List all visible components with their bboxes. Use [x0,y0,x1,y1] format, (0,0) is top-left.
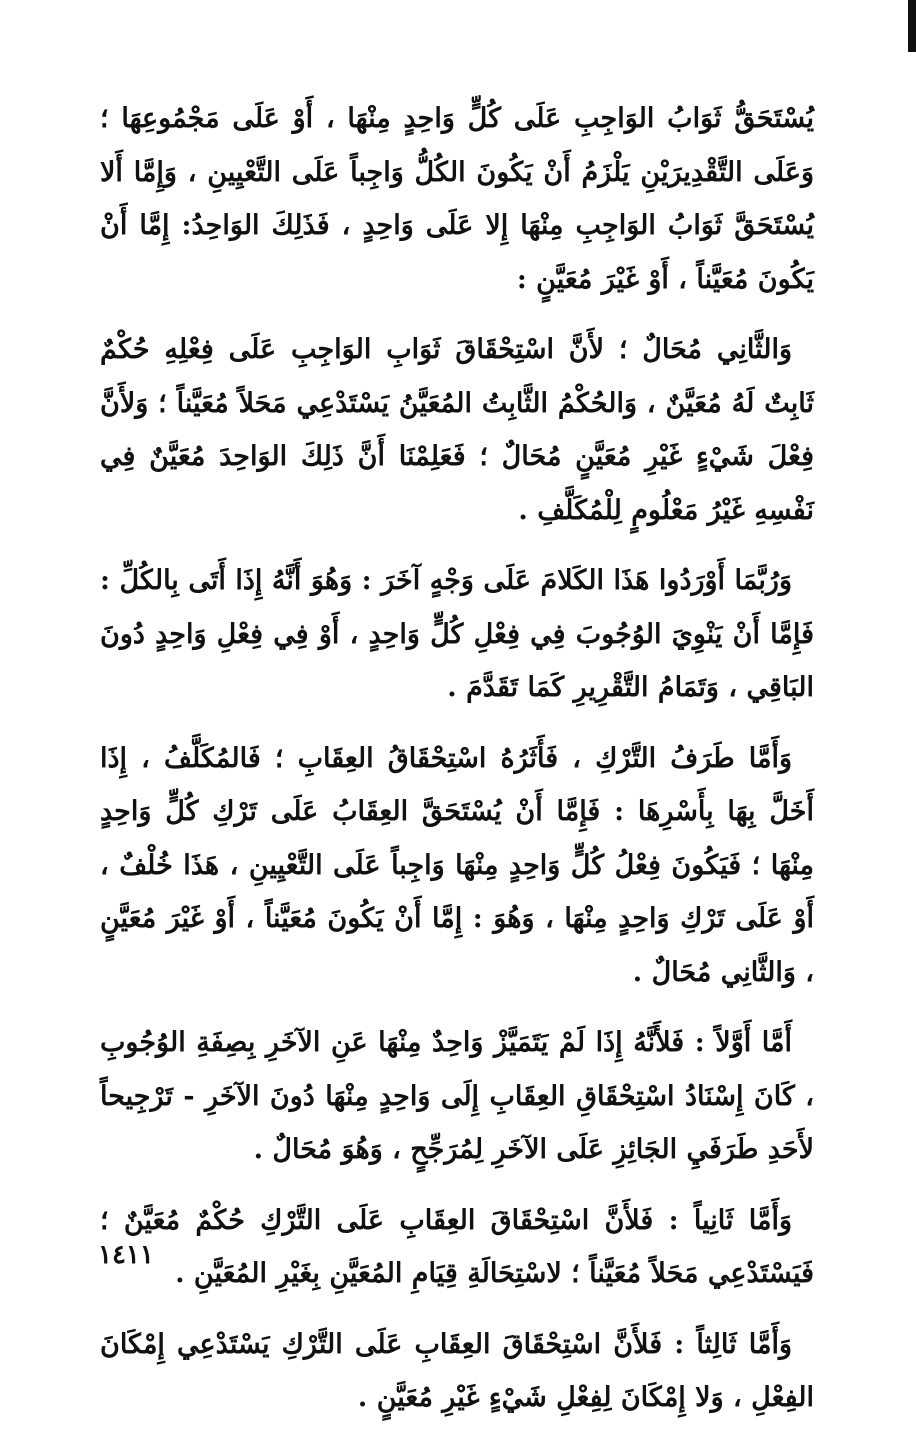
page-number: ١٤١١ [98,1240,154,1270]
paragraph-5: أَمَّا أَوَّلاً : فَلأَنَّهُ إِذَا لَمْ يَتَمَيَّزْ وَاحِدٌ مِنْهَا عَنِ الآخَرِ بِصِفَةِ الوُجُوبِ ، كَانَ إِسْنَادُ اسْتِحْقَاقِ العِقَابِ إِلَى وَاحِدٍ مِنْهَا دُونَ الآخَرِ - تَرْجِيحاً لأَحَدِ طَرَفَيِ الجَائِزِ عَلَى الآخَرِ لِمُرَجِّحٍ ، وَهُوَ مُحَالٌ . [100,1027,814,1165]
scan-edge-mark [908,0,916,52]
body-text [100,92,814,1442]
paragraph-4: وَأَمَّا طَرَفُ التَّرْكِ ، فَأَثَرُهُ اسْتِحْقَاقُ العِقَابِ ؛ فَالمُكَلَّفُ ، إِذَا أَخَلَّ بِهَا بِأَسْرِهَا : فَإِمَّا أَنْ يُسْتَحَقَّ العِقَابُ عَلَى تَرْكِ كُلٍّ وَاحِدٍ مِنْهَا ؛ فَيَكُونَ فِعْلُ كُلٍّ وَاحِدٍ مِنْهَا وَاجِباً عَلَى التَّعْيِينِ ، هَذَا خُلْفٌ ، أَوْ عَلَى تَرْكِ وَاحِدٍ مِنْهَا ، وَهُوَ : إِمَّا أَنْ يَكُونَ مُعَيَّناً ، أَوْ غَيْرَ مُعَيَّنٍ ، وَالثَّانِي مُحَالٌ . [100,742,814,988]
paragraph-3: وَرُبَّمَا أَوْرَدُوا هَذَا الكَلامَ عَلَى وَجْهٍ آخَرَ : وَهُوَ أَنَّهُ إِذَا أَتَى بِالكُلِّ : فَإِمَّا أَنْ يَنْوِيَ الوُجُوبَ فِي فِعْلِ كُلٍّ وَاحِدٍ ، أَوْ فِي فِعْلِ وَاحِدٍ دُونَ البَاقِي ، وَتَمَامُ التَّقْرِيرِ كَمَا تَقَدَّمَ . [100,565,814,703]
paragraph-1: يُسْتَحَقُّ ثَوَابُ الوَاجِبِ عَلَى كُلٍّ وَاحِدٍ مِنْهَا ، أَوْ عَلَى مَجْمُوعِهَا ؛ وَعَلَى التَّقْدِيرَيْنِ يَلْزَمُ أَنْ يَكُونَ الكُلُّ وَاجِباً عَلَى التَّعْيِينِ ، وَإِمَّا أَلا يُسْتَحَقَّ ثَوَابُ الوَاجِبِ مِنْهَا إِلا عَلَى وَاحِدٍ ، فَذَلِكَ الوَاحِدُ: إِمَّا أَنْ يَكُونَ مُعَيَّناً ، أَوْ غَيْرَ مُعَيَّنٍ : [100,103,814,295]
paragraph-2: وَالثَّانِي مُحَالٌ ؛ لأَنَّ اسْتِحْقَاقَ ثَوَابِ الوَاجِبِ عَلَى فِعْلِهِ حُكْمٌ ثَابِتٌ لَهُ مُعَيَّنٌ ، وَالحُكْمُ الثَّابِتُ المُعَيَّنُ يَسْتَدْعِي مَحَلاً مُعَيَّناً ؛ وَلأَنَّ فِعْلَ شَيْءٍ غَيْرِ مُعَيَّنٍ مُحَالٌ ؛ فَعَلِمْنَا أَنَّ ذَلِكَ الوَاحِدَ مُعَيَّنٌ فِي نَفْسِهِ غَيْرُ مَعْلُومٍ لِلْمُكَلَّفِ . [100,334,814,526]
paragraph-7: وَأَمَّا ثَالِثاً : فَلأَنَّ اسْتِحْقَاقَ العِقَابِ عَلَى التَّرْكِ يَسْتَدْعِي إِمْكَانَ الفِعْلِ ، وَلا إِمْكَانَ لِفِعْلِ شَيْءٍ غَيْرِ مُعَيَّنٍ . [100,1328,814,1413]
paragraph-6: وَأَمَّا ثَانِياً : فَلأَنَّ اسْتِحْقَاقَ العِقَابِ عَلَى التَّرْكِ حُكْمٌ مُعَيَّنٌ ؛ فَيَسْتَدْعِي مَحَلاً مُعَيَّناً ؛ لاسْتِحَالَةِ قِيَامِ المُعَيَّنِ بِغَيْرِ المُعَيَّنِ . [100,1204,814,1289]
